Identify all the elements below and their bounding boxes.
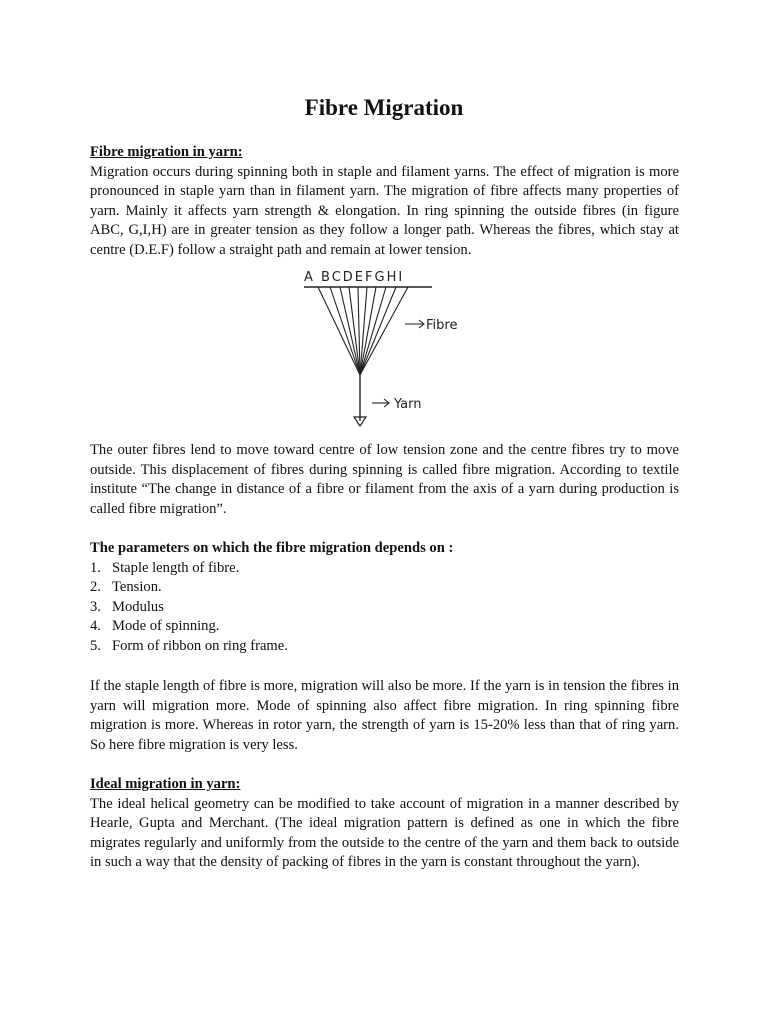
parameter-list [90,559,679,657]
list-item-number: 4. [90,618,101,635]
yarn-label: Yarn [394,397,422,412]
list-item-number: 3. [90,598,101,615]
paragraph-effects: If the staple length of fibre is more, migration will also be more. If the yarn is in tension the fibres in yarn will migration more. Mode of spinning also affect fibre migration. In ring spinning fibre migration is more. Whereas in rotor yarn, the strength of yarn is 15-20% less than that of ring yarn. So here fibre migration is very less. [90,678,679,753]
figure-letters: A BCDEFGHI [304,270,405,285]
section-heading: The parameters on which the fibre migration depends on : [90,540,454,556]
list-item-text: Modulus [112,598,164,615]
list-item [90,559,679,579]
list-item-text: Tension. [112,579,162,596]
list-item-text: Staple length of fibre. [112,559,240,576]
fibre-line [318,287,360,375]
list-item [90,617,679,637]
figure-drawing [290,263,480,433]
paragraph-definition: The outer fibres lend to move toward centre of low tension zone and the centre fibres try to move outside. This displacement of fibres during spinning is called fibre migration. According to textile institute “The change in distance of a fibre or filament from the axis of a yarn during production is called fibre migration”. [90,442,679,517]
fibre-line [360,287,376,375]
list-item-number: 1. [90,559,101,576]
section-heading: Ideal migration in yarn: [90,776,241,792]
list-item-text: Form of ribbon on ring frame. [112,637,288,654]
fibre-line [340,287,360,375]
list-item-text: Mode of spinning. [112,618,220,635]
fibre-line [330,287,360,375]
fibre-lines [318,287,408,375]
fibre-label: Fibre [426,318,458,333]
list-item [90,637,679,657]
section-heading: Fibre migration in yarn: [90,144,243,160]
section-parameters [90,539,679,657]
list-item-number: 5. [90,637,101,654]
fibre-migration-figure [290,263,480,433]
section-fibre-migration-in-yarn [90,143,679,261]
paragraph: The ideal helical geometry can be modified to take account of migration in a manner described by Hearle, Gupta and Merchant. (The ideal migration pattern is defined as one in which the fibre migrates regularly and uniformly from the outside to the centre of the yarn and them back to outside in such a way that the density of packing of fibres in the yarn is constant throughout the yarn). [90,795,679,871]
list-item-number: 2. [90,579,101,596]
page-title: Fibre Migration [304,95,464,120]
section-ideal-migration [90,775,679,873]
fibre-line [360,287,408,375]
list-item [90,578,679,598]
paragraph: Migration occurs during spinning both in staple and filament yarns. The effect of migration is more pronounced in staple yarn than in filament yarn. The migration of fibre affects many properties of yarn. Mainly it affects yarn strength & elongation. In ring spinning the outside fibres (in figure ABC, G,I,H) are in greater tension as they follow a longer path. Whereas the fibres, which stay at centre (D.E.F) follow a straight path and remain at lower tension. [90,163,679,258]
list-item [90,598,679,618]
